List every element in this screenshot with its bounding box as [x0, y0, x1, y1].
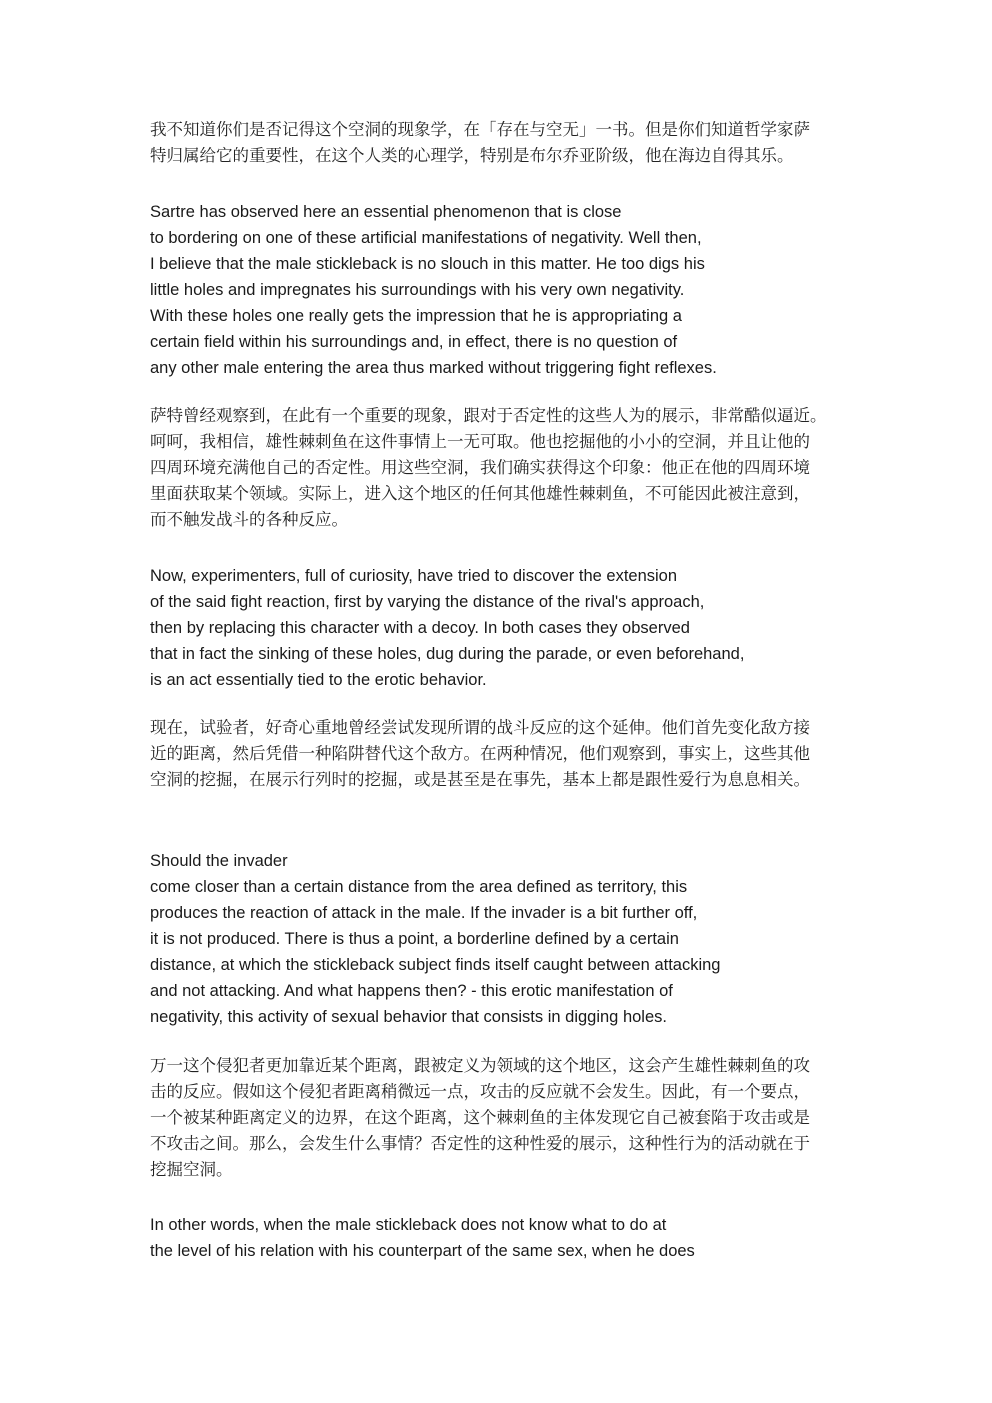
text-line: With these holes one really gets the impression that he is appropriating a — [150, 307, 682, 325]
text-line: is an act essentially tied to the erotic behavior. — [150, 671, 487, 689]
text-line: I believe that the male stickleback is no slouch in this matter. He too digs his — [150, 255, 705, 273]
text-line: 空洞的挖掘，在展示行列时的挖掘，或是甚至是在事先，基本上都是跟性爱行为息息相关。 — [150, 770, 810, 789]
paragraph-zh-1 — [150, 117, 850, 169]
paragraph-en-4 — [150, 1212, 850, 1264]
text-line: 萨特曾经观察到，在此有一个重要的现象，跟对于否定性的这些人为的展示，非常酷似逼近。 — [150, 406, 827, 425]
paragraph-en-2 — [150, 563, 850, 693]
text-line: 我不知道你们是否记得这个空洞的现象学，在「存在与空无」一书。但是你们知道哲学家萨 — [150, 120, 810, 139]
text-line: it is not produced. There is thus a point, a borderline defined by a certain — [150, 930, 679, 948]
text-line: 而不触发战斗的各种反应。 — [150, 510, 348, 529]
text-line: and not attacking. And what happens then? - this erotic manifestation of — [150, 982, 673, 1000]
paragraph-zh-3 — [150, 715, 850, 793]
text-line: 一个被某种距离定义的边界，在这个距离，这个棘刺鱼的主体发现它自己被套陷于攻击或是 — [150, 1108, 810, 1127]
text-line: of the said fight reaction, first by varying the distance of the rival's approach, — [150, 593, 705, 611]
paragraph-en-3 — [150, 848, 850, 1030]
text-line: 击的反应。假如这个侵犯者距离稍微远一点，攻击的反应就不会发生。因此，有一个要点， — [150, 1082, 810, 1101]
text-line: 呵呵，我相信，雄性棘刺鱼在这件事情上一无可取。他也挖掘他的小小的空洞，并且让他的 — [150, 432, 810, 451]
text-line: certain field within his surroundings and, in effect, there is no question of — [150, 333, 678, 351]
text-line: the level of his relation with his counterpart of the same sex, when he does — [150, 1242, 695, 1260]
text-line: Should the invader — [150, 852, 288, 870]
text-line: produces the reaction of attack in the male. If the invader is a bit further off, — [150, 904, 698, 922]
text-line: 不攻击之间。那么，会发生什么事情？否定性的这种性爱的展示，这种性行为的活动就在于 — [150, 1134, 810, 1153]
text-line: distance, at which the stickleback subject finds itself caught between attacking — [150, 956, 721, 974]
text-line: come closer than a certain distance from the area defined as territory, this — [150, 878, 688, 896]
text-line: little holes and impregnates his surroundings with his very own negativity. — [150, 281, 685, 299]
text-line: 万一这个侵犯者更加靠近某个距离，跟被定义为领域的这个地区，这会产生雄性棘刺鱼的攻 — [150, 1056, 810, 1075]
text-line: Now, experimenters, full of curiosity, have tried to discover the extension — [150, 567, 678, 585]
text-line: that in fact the sinking of these holes, dug during the parade, or even beforehand, — [150, 645, 745, 663]
text-line: 近的距离，然后凭借一种陷阱替代这个敌方。在两种情况，他们观察到，事实上，这些其他 — [150, 744, 810, 763]
text-line: negativity, this activity of sexual behavior that consists in digging holes. — [150, 1008, 667, 1026]
text-line: 里面获取某个领域。实际上，进入这个地区的任何其他雄性棘刺鱼，不可能因此被注意到， — [150, 484, 810, 503]
text-line: In other words, when the male stickleback does not know what to do at — [150, 1216, 667, 1234]
paragraph-zh-2 — [150, 403, 850, 533]
text-line: to bordering on one of these artificial manifestations of negativity. Well then, — [150, 229, 702, 247]
text-line: any other male entering the area thus marked without triggering fight reflexes. — [150, 359, 717, 377]
text-line: then by replacing this character with a decoy. In both cases they observed — [150, 619, 690, 637]
text-line: 四周环境充满他自己的否定性。用这些空洞，我们确实获得这个印象：他正在他的四周环境 — [150, 458, 810, 477]
text-line: 现在，试验者，好奇心重地曾经尝试发现所谓的战斗反应的这个延伸。他们首先变化敌方接 — [150, 718, 810, 737]
paragraph-en-1 — [150, 199, 850, 381]
text-line: Sartre has observed here an essential phenomenon that is close — [150, 203, 622, 221]
paragraph-zh-4 — [150, 1053, 850, 1183]
text-line: 挖掘空洞。 — [150, 1160, 233, 1179]
text-line: 特归属给它的重要性，在这个人类的心理学，特别是布尔乔亚阶级，他在海边自得其乐。 — [150, 146, 794, 165]
